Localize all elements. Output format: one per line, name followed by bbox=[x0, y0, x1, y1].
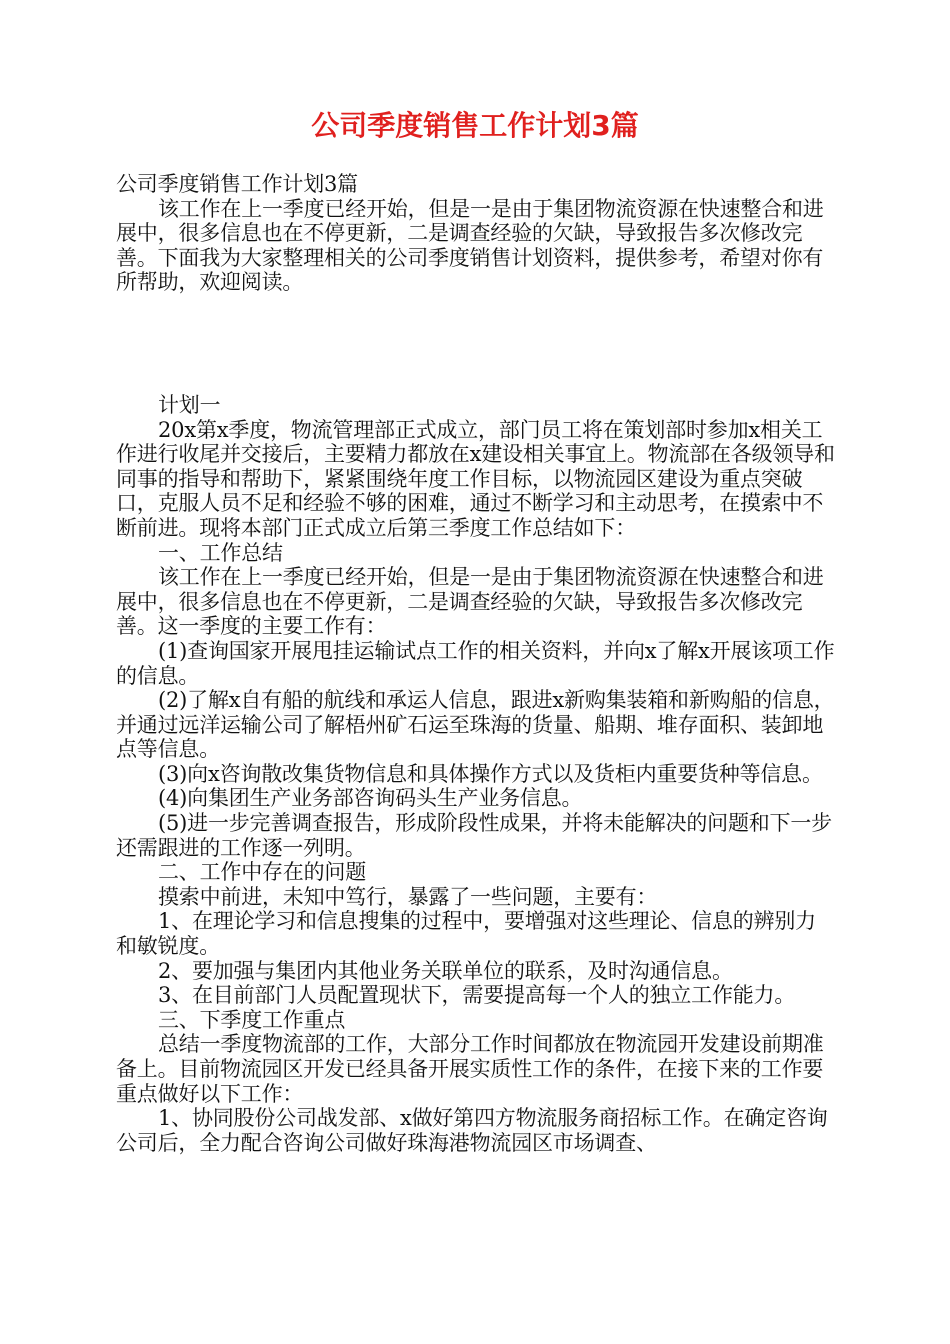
paragraph: 摸索中前进，未知中笃行，暴露了一些问题，主要有： bbox=[158, 884, 658, 909]
paragraph: 该工作在上一季度已经开始，但是一是由于集团物流资源在快速整合和进展中，很多信息也在不停更新，二是调查经验的欠缺，导致报告多次修改完善。这一季度的主要工作有： bbox=[116, 565, 824, 639]
section-heading: 三、下季度工作重点 bbox=[158, 1007, 346, 1032]
list-item: (2)了解x自有船的航线和承运人信息，跟进x新购集装箱和新购船的信息，并通过远洋运输公司了解梧州矿石运至珠海的货量、船期、堆存面积、装卸地点等信息。 bbox=[116, 688, 835, 762]
list-item: (5)进一步完善调查报告，形成阶段性成果，并将未能解决的问题和下一步还需跟进的工作逐一列明。 bbox=[116, 811, 832, 860]
list-item: 2、要加强与集团内其他业务关联单位的联系，及时沟通信息。 bbox=[158, 958, 733, 983]
list-item: 1、在理论学习和信息搜集的过程中，要增强对这些理论、信息的辨别力和敏锐度。 bbox=[116, 909, 816, 959]
paragraph: 总结一季度物流部的工作，大部分工作时间都放在物流园开发建设前期准备上。目前物流园区开发已经具备开展实质性工作的条件，在接下来的工作要重点做好以下工作： bbox=[116, 1032, 824, 1106]
list-item: 3、在目前部门人员配置现状下，需要提高每一个人的独立工作能力。 bbox=[158, 983, 796, 1008]
intro-paragraph: 该工作在上一季度已经开始，但是一是由于集团物流资源在快速整合和进展中，很多信息也在不停更新，二是调查经验的欠缺，导致报告多次修改完善。下面我为大家整理相关的公司季度销售计划资料，提供参考，希望对你有所帮助，欢迎阅读。 bbox=[116, 196, 824, 295]
document-body bbox=[116, 172, 836, 1155]
section-heading-plan-1: 计划一 bbox=[158, 392, 221, 417]
document-subtitle: 公司季度销售工作计划3篇 bbox=[116, 172, 358, 196]
list-item: (3)向x咨询散改集货物信息和具体操作方式以及货柜内重要货种等信息。 bbox=[158, 761, 823, 786]
section-heading: 二、工作中存在的问题 bbox=[158, 860, 366, 885]
paragraph: 20x第x季度，物流管理部正式成立，部门员工将在策划部时参加x相关工作进行收尾并交接后，主要精力都放在x建设相关事宜上。物流部在各级领导和同事的指导和帮助下，紧紧围绕年度工作目标，以物流园区建设为重点突破口，克服人员不足和经验不够的困难，通过不断学习和主动思考，在摸索中不断前进。现将本部门正式成立后第三季度工作总结如下： bbox=[116, 417, 835, 540]
list-item: (1)查询国家开展甩挂运输试点工作的相关资料，并向x了解x开展该项工作的信息。 bbox=[116, 638, 835, 688]
list-item: 1、协同股份公司战发部、x做好第四方物流服务商招标工作。在确定咨询公司后，全力配合咨询公司做好珠海港物流园区市场调查、 bbox=[116, 1106, 828, 1155]
blank-space bbox=[116, 295, 836, 393]
document-title: 公司季度销售工作计划3篇 bbox=[311, 109, 639, 142]
section-heading: 一、工作总结 bbox=[158, 540, 283, 565]
list-item: (4)向集团生产业务部咨询码头生产业务信息。 bbox=[158, 786, 583, 811]
